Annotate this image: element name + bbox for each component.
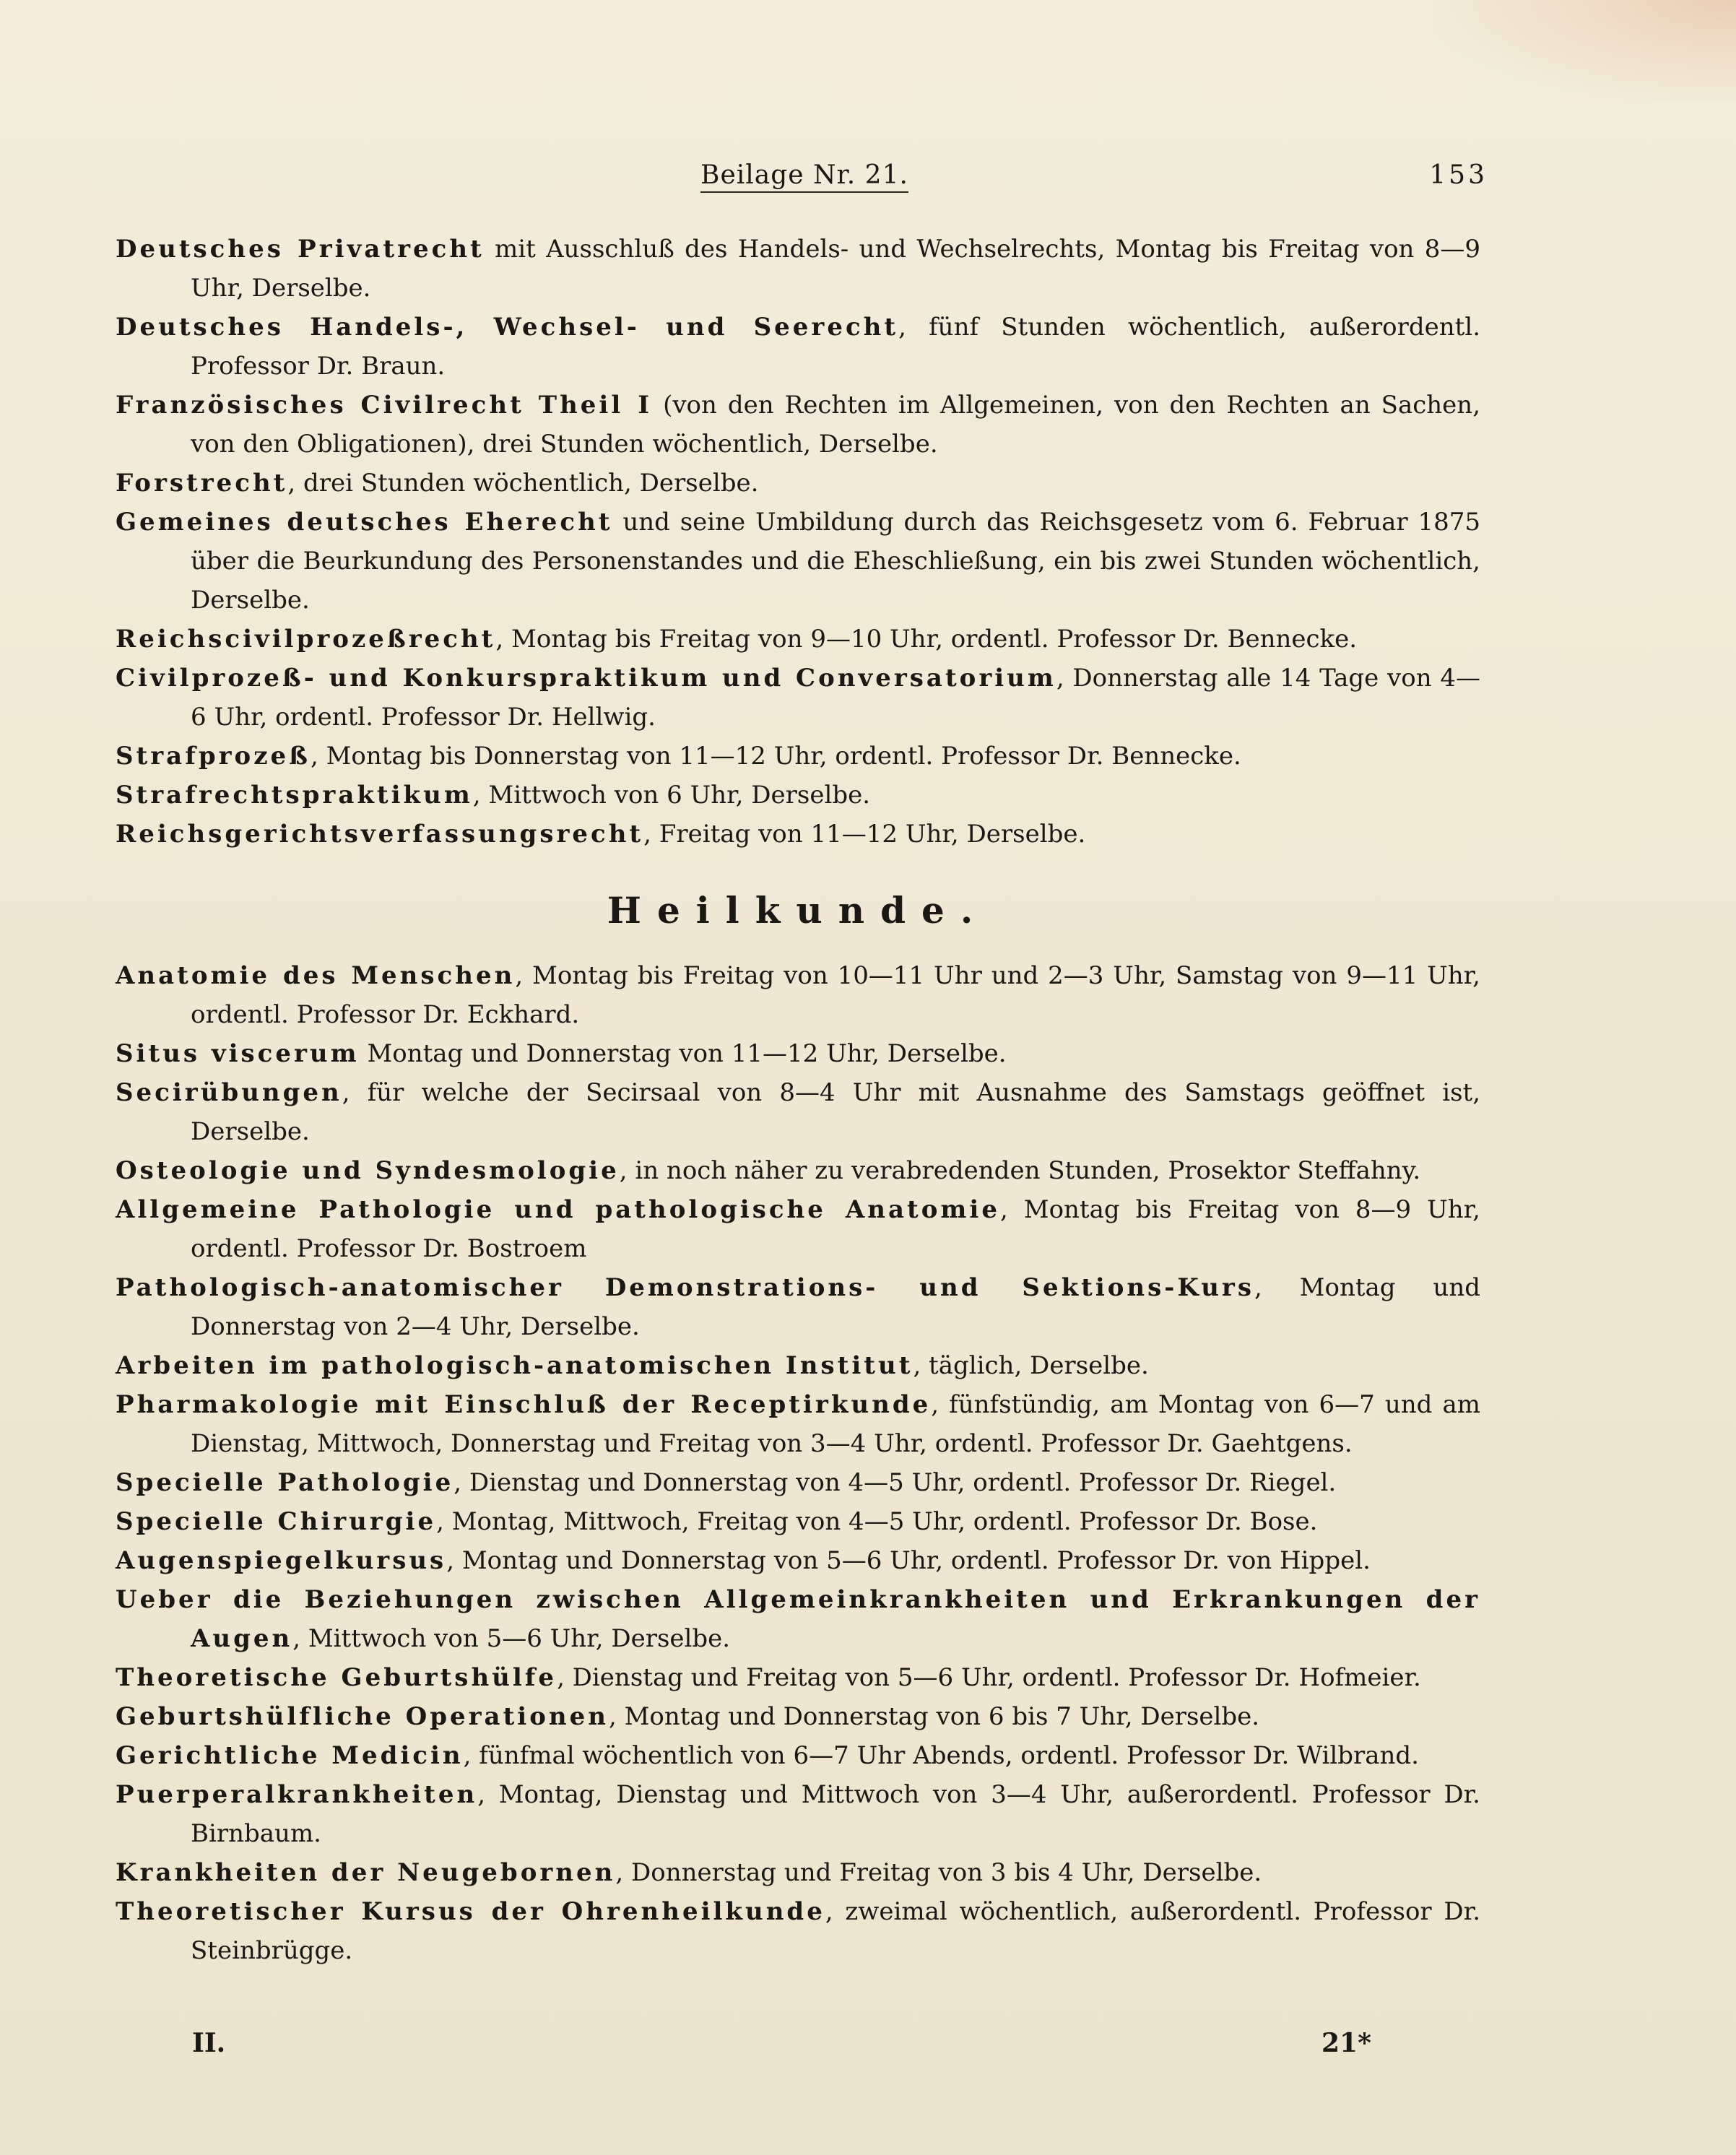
course-subject: Osteologie und Syndesmologie bbox=[116, 1156, 620, 1185]
course-details: , Montag und Donnerstag von 6 bis 7 Uhr, Derselbe. bbox=[608, 1702, 1260, 1731]
course-details: Montag und Donnerstag von 11—12 Uhr, Derselbe. bbox=[359, 1039, 1007, 1068]
course-entry bbox=[116, 776, 1480, 815]
course-subject: Krankheiten der Neugebornen bbox=[116, 1858, 616, 1887]
course-details: , Mittwoch von 6 Uhr, Derselbe. bbox=[472, 781, 871, 810]
course-entry bbox=[116, 1385, 1480, 1463]
course-entry bbox=[116, 737, 1480, 776]
law-course-list bbox=[116, 230, 1480, 854]
course-details: , Montag bis Donnerstag von 11—12 Uhr, ordentl. Professor Dr. Bennecke. bbox=[310, 742, 1241, 771]
medicine-course-list bbox=[116, 956, 1480, 1970]
course-subject: Gemeines deutsches Eherecht bbox=[116, 508, 613, 537]
course-entry bbox=[116, 1190, 1480, 1268]
course-subject: Strafrechtspraktikum bbox=[116, 781, 473, 810]
course-subject: Specielle Chirurgie bbox=[116, 1507, 437, 1536]
course-subject: Reichsgerichtsverfassungsrecht bbox=[116, 820, 644, 849]
course-details: , Montag und Donnerstag von 2—4 Uhr, Derselbe. bbox=[191, 1273, 1480, 1341]
course-details: , Donnerstag und Freitag von 3 bis 4 Uhr, Derselbe. bbox=[615, 1858, 1262, 1887]
course-details: , Montag, Dienstag und Mittwoch von 3—4 Uhr, außerordentl. Professor Dr. Birnbaum. bbox=[191, 1780, 1480, 1848]
course-entry bbox=[116, 620, 1480, 659]
course-details: , fünf Stunden wöchentlich, außerordentl. Professor Dr. Braun. bbox=[191, 313, 1480, 381]
course-details: , Montag, Mittwoch, Freitag von 4—5 Uhr, ordentl. Professor Dr. Bose. bbox=[436, 1507, 1318, 1536]
course-entry bbox=[116, 1463, 1480, 1502]
course-entry bbox=[116, 1580, 1480, 1658]
course-details: , in noch näher zu verabredenden Stunden, Prosektor Steffahny. bbox=[619, 1156, 1421, 1185]
course-subject: Geburtshülfliche Operationen bbox=[116, 1702, 609, 1731]
page-header bbox=[116, 160, 1488, 198]
course-entry bbox=[116, 1151, 1480, 1190]
course-subject: Ueber die Beziehungen zwischen Allgemeinkrankheiten und Erkrankungen der Augen bbox=[116, 1585, 1480, 1653]
course-details: , fünfstündig, am Montag von 6—7 und am Dienstag, Mittwoch, Donnerstag und Freitag von 3—4 Uhr, ordentl. Professor Dr. Gaehtgens. bbox=[191, 1390, 1480, 1458]
course-details: , Montag bis Freitag von 8—9 Uhr, ordentl. Professor Dr. Bostroem bbox=[191, 1195, 1480, 1263]
course-subject: Pharmakologie mit Einschluß der Receptirkunde bbox=[116, 1390, 932, 1419]
page-content bbox=[116, 230, 1480, 1970]
course-subject: Secirübungen bbox=[116, 1078, 342, 1107]
course-details: , Dienstag und Freitag von 5—6 Uhr, ordentl. Professor Dr. Hofmeier. bbox=[557, 1663, 1421, 1692]
paper-stain bbox=[1433, 0, 1736, 101]
course-entry bbox=[116, 1502, 1480, 1541]
course-entry bbox=[116, 1073, 1480, 1151]
course-details: , Montag und Donnerstag von 5—6 Uhr, ordentl. Professor Dr. von Hippel. bbox=[446, 1546, 1371, 1575]
sheet-number: 21* bbox=[1321, 2028, 1371, 2058]
course-entry bbox=[116, 956, 1480, 1034]
course-entry bbox=[116, 815, 1480, 854]
course-entry bbox=[116, 1736, 1480, 1775]
course-subject: Theoretischer Kursus der Ohrenheilkunde bbox=[116, 1897, 825, 1926]
course-subject: Situs viscerum bbox=[116, 1039, 360, 1068]
course-details: , täglich, Derselbe. bbox=[913, 1351, 1149, 1380]
course-details: , drei Stunden wöchentlich, Derselbe. bbox=[287, 469, 759, 498]
course-entry bbox=[116, 503, 1480, 620]
course-subject: Theoretische Geburtshülfe bbox=[116, 1663, 557, 1692]
course-subject: Arbeiten im pathologisch-anatomischen Institut bbox=[116, 1351, 913, 1380]
course-entry bbox=[116, 1697, 1480, 1736]
course-subject: Deutsches Handels-, Wechsel- und Seerecht bbox=[116, 313, 899, 342]
course-entry bbox=[116, 1541, 1480, 1580]
course-subject: Allgemeine Pathologie und pathologische Anatomie bbox=[116, 1195, 1000, 1224]
course-subject: Strafprozeß bbox=[116, 742, 311, 771]
course-details: , Dienstag und Donnerstag von 4—5 Uhr, ordentl. Professor Dr. Riegel. bbox=[453, 1468, 1337, 1497]
course-entry bbox=[116, 308, 1480, 386]
course-details: , Mittwoch von 5—6 Uhr, Derselbe. bbox=[292, 1624, 731, 1653]
running-title: Beilage Nr. 21. bbox=[700, 160, 908, 193]
course-details: , Freitag von 11—12 Uhr, Derselbe. bbox=[643, 820, 1086, 849]
course-subject: Puerperalkrankheiten bbox=[116, 1780, 478, 1809]
course-details: mit Ausschluß des Handels- und Wechselrechts, Montag bis Freitag von 8—9 Uhr, Derselbe. bbox=[191, 235, 1480, 303]
page-footer bbox=[116, 2028, 1488, 2071]
course-subject: Civilprozeß- und Konkurspraktikum und Conversatorium bbox=[116, 664, 1056, 693]
course-subject: Französisches Civilrecht Theil I bbox=[116, 391, 653, 420]
course-entry bbox=[116, 1775, 1480, 1853]
course-details: , fünfmal wöchentlich von 6—7 Uhr Abends, ordentl. Professor Dr. Wilbrand. bbox=[463, 1741, 1419, 1770]
section-heading: Heilkunde. bbox=[607, 889, 989, 932]
course-subject: Reichscivilprozeßrecht bbox=[116, 625, 496, 654]
course-subject: Specielle Pathologie bbox=[116, 1468, 454, 1497]
page-number: 153 bbox=[1429, 160, 1488, 190]
course-subject: Anatomie des Menschen bbox=[116, 961, 516, 990]
course-entry bbox=[116, 659, 1480, 737]
course-entry bbox=[116, 1853, 1480, 1892]
course-entry bbox=[116, 1892, 1480, 1970]
course-entry bbox=[116, 386, 1480, 464]
course-entry bbox=[116, 1034, 1480, 1073]
course-entry bbox=[116, 1346, 1480, 1385]
course-details: , zweimal wöchentlich, außerordentl. Professor Dr. Steinbrügge. bbox=[191, 1897, 1481, 1965]
course-subject: Deutsches Privatrecht bbox=[116, 235, 485, 264]
course-details: , Donnerstag alle 14 Tage von 4—6 Uhr, ordentl. Professor Dr. Hellwig. bbox=[191, 664, 1480, 732]
course-details: , Montag bis Freitag von 10—11 Uhr und 2—3 Uhr, Samstag von 9—11 Uhr, ordentl. Professor Dr. Eckhard. bbox=[191, 961, 1480, 1029]
course-entry bbox=[116, 464, 1480, 503]
course-entry bbox=[116, 230, 1480, 308]
course-entry bbox=[116, 1268, 1480, 1346]
course-details: , für welche der Secirsaal von 8—4 Uhr mit Ausnahme des Samstags geöffnet ist, Derselbe. bbox=[191, 1078, 1480, 1146]
signature-mark: II. bbox=[192, 2028, 226, 2058]
course-details: , Montag bis Freitag von 9—10 Uhr, ordentl. Professor Dr. Bennecke. bbox=[495, 625, 1358, 654]
course-subject: Pathologisch-anatomischer Demonstrations- und Sektions-Kurs bbox=[116, 1273, 1254, 1302]
course-details: und seine Umbildung durch das Reichsgesetz vom 6. Februar 1875 über die Beurkundung des Personenstandes und die Eheschließung, ein bis zwei Stunden wöchentlich, Derselbe. bbox=[191, 508, 1480, 615]
course-subject: Forstrecht bbox=[116, 469, 288, 498]
course-subject: Gerichtliche Medicin bbox=[116, 1741, 464, 1770]
course-details: (von den Rechten im Allgemeinen, von den Rechten an Sachen, von den Obligationen), drei Stunden wöchentlich, Derselbe. bbox=[191, 391, 1480, 459]
course-subject: Augenspiegelkursus bbox=[116, 1546, 447, 1575]
course-entry bbox=[116, 1658, 1480, 1697]
